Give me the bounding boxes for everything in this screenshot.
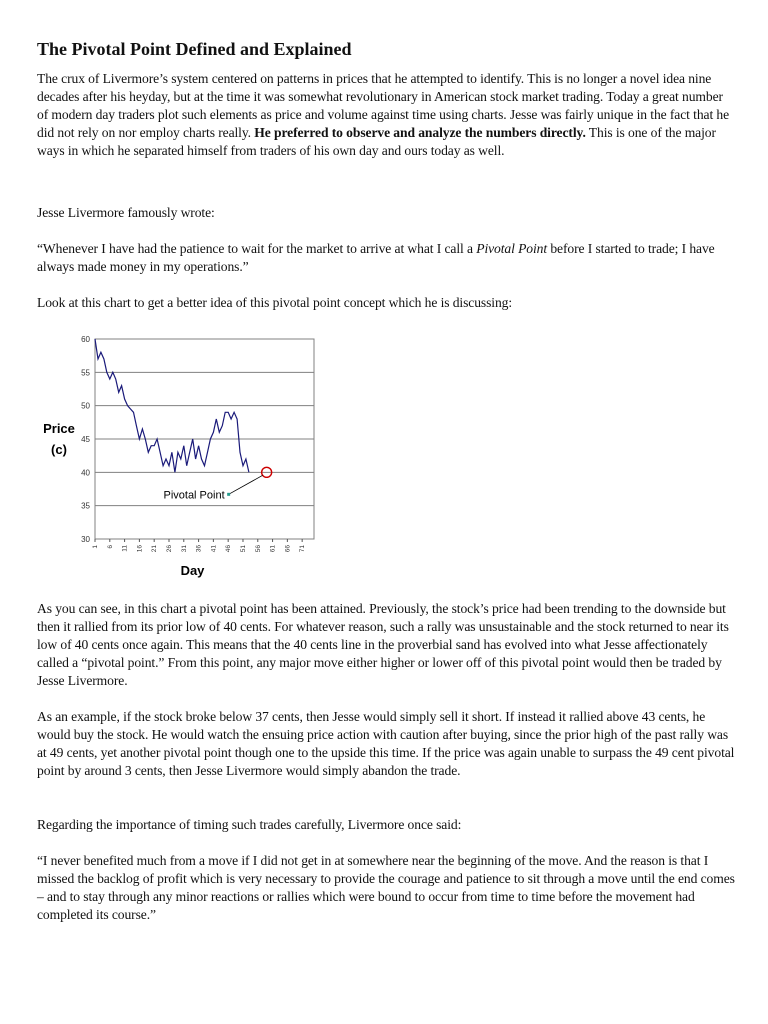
y-tick-label: 40 [81,468,90,478]
y-tick-label: 60 [81,335,90,344]
price-chart [36,330,326,580]
x-tick-label: 26 [165,545,173,553]
page-title: The Pivotal Point Defined and Explained [37,39,352,59]
x-tick-label: 36 [195,545,203,553]
chart-grid [95,339,314,539]
x-tick-label: 31 [180,545,188,553]
y-axis-unit: (c) [51,442,67,457]
x-tick-label: 61 [269,545,277,553]
quote-paragraph [37,240,737,276]
quote-italic-text: Pivotal Point [476,241,548,256]
x-tick-label: 41 [210,545,218,553]
y-tick-labels [81,335,90,544]
intro-bold-text: He preferred to observe and analyze the numbers directly. [254,125,586,140]
x-tick-label: 56 [254,545,262,553]
annotation-dot [227,493,230,496]
x-tick-label: 66 [284,545,292,553]
chart-intro: Look at this chart to get a better idea of this pivotal point concept which he is discussing: [37,295,513,310]
annotation-label: Pivotal Point [163,489,225,502]
y-tick-label: 30 [81,535,90,544]
intro-text-end: This is one of the major ways in which he separated himself from traders of his own day and ours today as well. [37,125,716,158]
quote-text: “Whenever I have had the patience to wait for the market to arrive at what I call a [37,241,477,256]
intro-paragraph [37,70,737,160]
y-axis-label: Price [43,421,75,436]
quote-text-end: before I started to trade; I have always made money in my operations.” [37,241,715,274]
x-tick-labels [92,539,306,552]
x-tick-label: 51 [239,545,247,553]
x-tick-label: 6 [106,545,114,549]
y-tick-label: 55 [81,368,90,378]
x-tick-label: 11 [121,545,129,552]
y-tick-label: 45 [81,435,90,444]
y-tick-label: 50 [81,401,90,411]
closing-quote: “I never benefited much from a move if I did not get in at somewhere near the beginning of the move. And the reason is that I missed the backlog of profit which is very necessary to provide the courage and patience to sit through a move until the end comes – and to stay through any minor reactions or rallies which were bound to occur from time to time before the movement had completed its course.” [37,853,735,922]
x-tick-label: 21 [151,545,159,553]
timing-paragraph: Regarding the importance of timing such trades carefully, Livermore once said: [37,817,462,832]
explanation-paragraph: As you can see, in this chart a pivotal point has been attained. Previously, the stock’s price had been trending to the downside but then it rallied from its prior low of 40 cents. For whatever reason, such a rally was unsustainable and the stock returned to near its low of 40 cents once again. This means that the 40 cents line in the proverbial sand has evolved into what Jesse affectionately called a “pivotal point.” From this point, any major move either higher or lower off of this pivotal point would then be traded by Jesse Livermore. [37,601,729,688]
x-axis-label: Day [180,563,205,578]
y-tick-label: 35 [81,501,90,511]
intro-text: The crux of Livermore’s system centered on patterns in prices that he attempted to identify. This is no longer a novel idea nine decades after his heyday, but at the time it was somewhat revolutionary in American stock market trading. Today a great number of modern day traders plot such elements as price and volume against time using charts. Jesse was fairly unique in the fact that he did not rely on nor employ charts really. [37,71,730,140]
wrote-line: Jesse Livermore famously wrote: [37,205,215,220]
x-tick-label: 16 [136,545,144,553]
x-tick-label: 46 [225,545,233,553]
x-tick-label: 1 [92,545,99,549]
x-tick-label: 71 [299,545,307,553]
example-paragraph: As an example, if the stock broke below 37 cents, then Jesse would simply sell it short. If instead it rallied above 43 cents, he would buy the stock. He would watch the ensuing price action with caution after buying, since the prior high of the past rally was at 49 cents, yet another pivotal point though one to the upside this time. If the price was again unable to surpass the 49 cent pivotal point by around 3 cents, then Jesse Livermore would simply abandon the trade. [37,709,735,778]
